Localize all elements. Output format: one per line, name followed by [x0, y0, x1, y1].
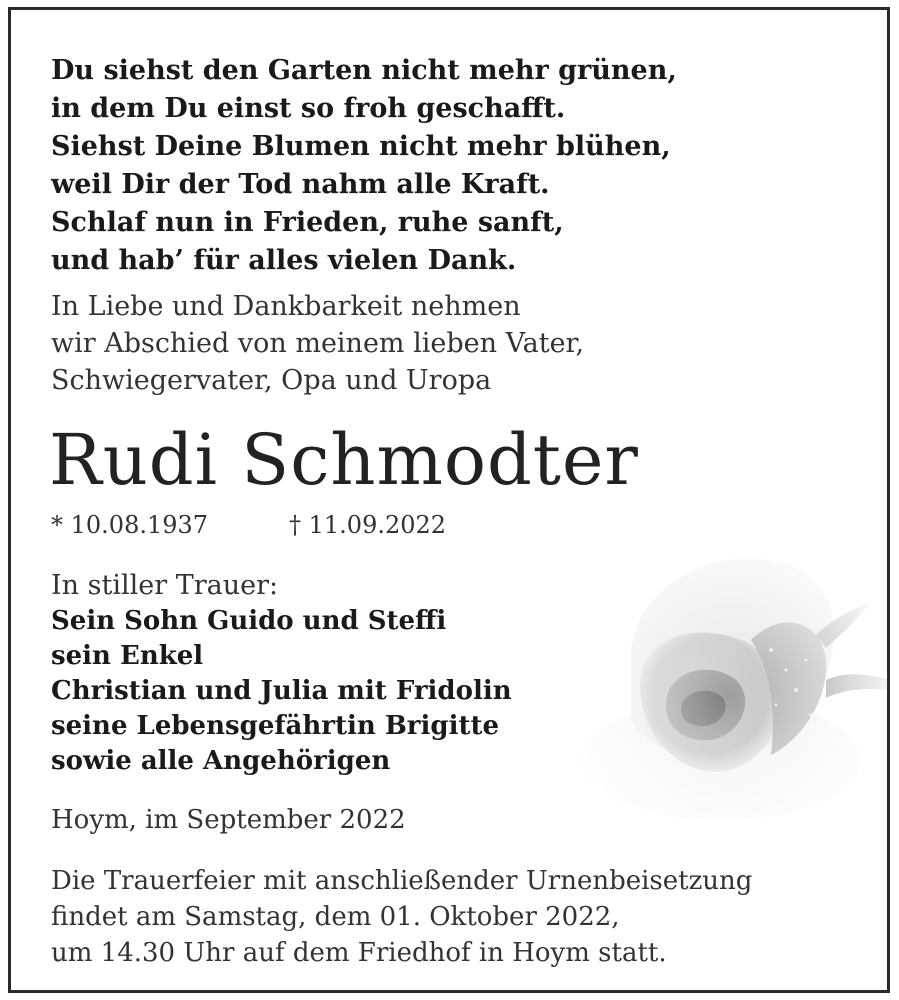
poem-line: in dem Du einst so froh geschafft.	[51, 93, 566, 124]
intro-line: Schwiegervater, Opa und Uropa	[51, 365, 492, 396]
intro-text	[51, 288, 584, 399]
mourner-line: sein Enkel	[51, 641, 204, 671]
service-line: Die Trauerfeier mit anschließender Urnenbeisetzung	[51, 866, 753, 896]
poem-line: Schlaf nun in Frieden, ruhe sanft,	[51, 207, 564, 238]
birth-date: * 10.08.1937	[51, 511, 209, 539]
service-info	[51, 863, 752, 971]
mourner-line: sowie alle Angehörigen	[51, 746, 391, 776]
intro-line: In Liebe und Dankbarkeit nehmen	[51, 291, 521, 322]
intro-line: wir Abschied von meinem lieben Vater,	[51, 328, 585, 359]
rose-image	[571, 530, 890, 860]
place-date: Hoym, im September 2022	[51, 805, 406, 835]
poem-line: und hab’ für alles vielen Dank.	[51, 245, 517, 276]
poem-line: Siehst Deine Blumen nicht mehr blühen,	[51, 131, 671, 162]
mourner-line: Sein Sohn Guido und Steffi	[51, 606, 447, 636]
poem-line: weil Dir der Tod nahm alle Kraft.	[51, 169, 550, 200]
service-line: um 14.30 Uhr auf dem Friedhof in Hoym statt.	[51, 938, 667, 968]
mourner-line: seine Lebensgefährtin Brigitte	[51, 711, 500, 741]
mourning-label: In stiller Trauer:	[51, 570, 279, 601]
service-line: findet am Samstag, dem 01. Oktober 2022,	[51, 902, 620, 932]
mourner-line: Christian und Julia mit Fridolin	[51, 676, 512, 706]
poem	[51, 52, 677, 280]
obituary-frame	[8, 7, 890, 993]
mourners-list	[51, 604, 512, 779]
deceased-name: Rudi Schmodter	[49, 419, 639, 501]
life-dates	[51, 508, 447, 542]
death-date: † 11.09.2022	[289, 511, 447, 539]
poem-line: Du siehst den Garten nicht mehr grünen,	[51, 55, 677, 86]
